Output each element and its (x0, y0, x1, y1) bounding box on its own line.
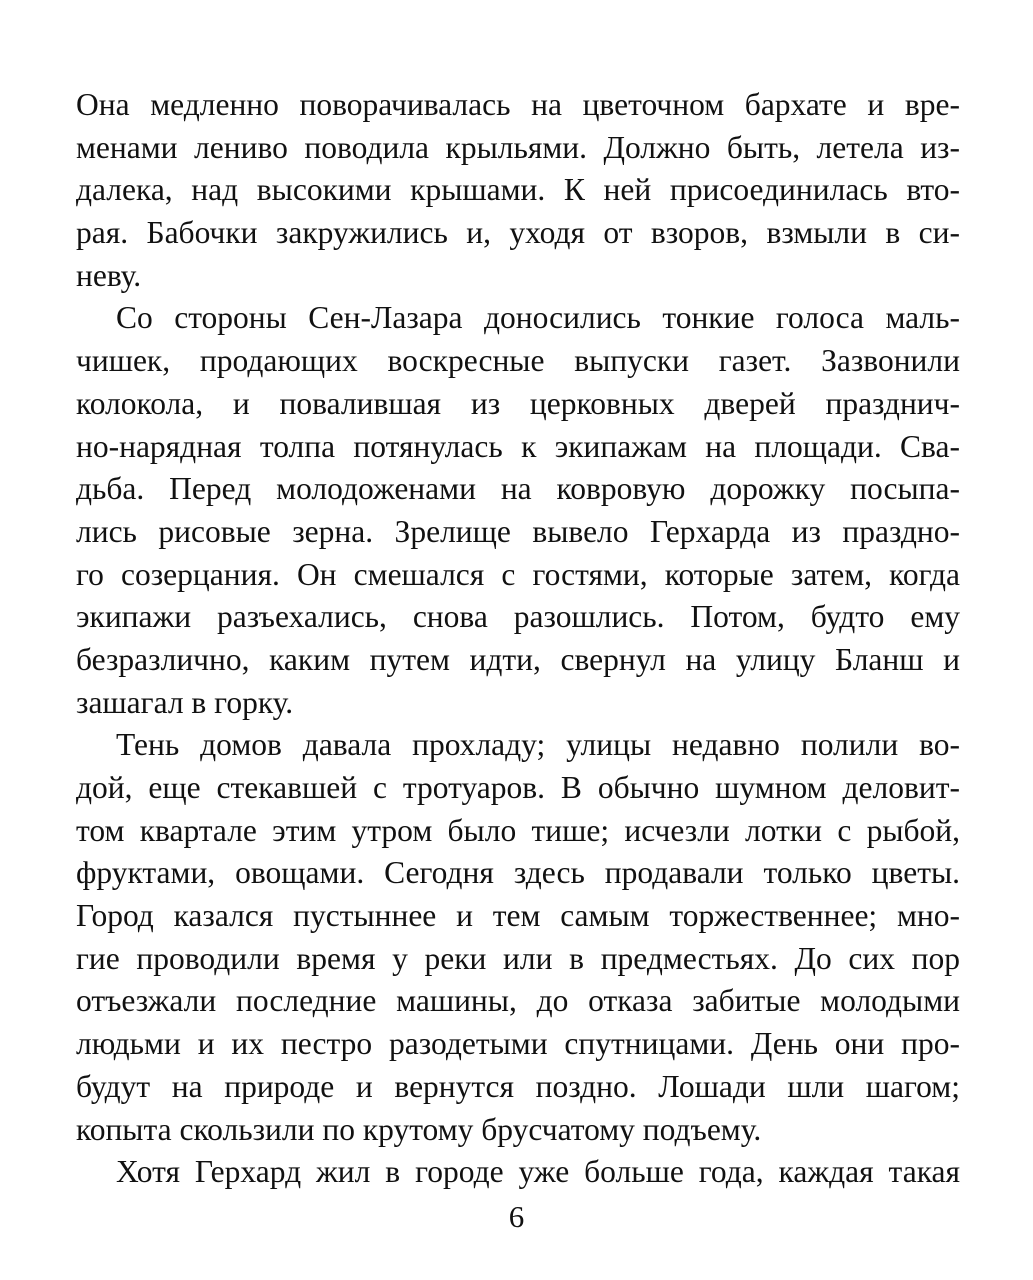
text-line: фруктами, овощами. Сегодня здесь продавали только цветы. (76, 855, 960, 891)
page-number: 6 (508, 1199, 525, 1234)
text-line: гие проводили время у реки или в предместьях. До сих пор (76, 940, 960, 976)
text-line: Хотя Герхард жил в городе уже больше года, каждая такая (116, 1154, 960, 1190)
text-line: колокола, и повалившая из церковных дверей празднич- (76, 385, 960, 421)
text-line: Тень домов давала прохладу; улицы недавно полили во- (116, 727, 960, 763)
text-line: том квартале этим утром было тише; исчезли лотки с рыбой, (76, 812, 960, 848)
paragraph-3 (76, 724, 960, 1151)
paragraph-1 (76, 84, 960, 297)
body-text (76, 84, 960, 1194)
text-line: дьба. Перед молодоженами на ковровую дорожку посыпа- (76, 471, 960, 507)
text-line: будут на природе и вернутся поздно. Лошади шли шагом; (76, 1068, 960, 1104)
text-line: рая. Бабочки закружились и, уходя от взоров, взмыли в си- (76, 215, 960, 251)
text-line: Она медленно поворачивалась на цветочном бархате и вре- (76, 87, 960, 122)
text-line: но-нарядная толпа потянулась к экипажам на площади. Сва- (76, 428, 960, 464)
paragraph-4 (76, 1151, 960, 1194)
text-line: неву. (76, 257, 142, 293)
text-line: безразлично, каким путем идти, свернул на улицу Бланш и (76, 641, 960, 677)
text-line: Со стороны Сен-Лазара доносились тонкие голоса маль- (116, 300, 960, 336)
text-line: го созерцания. Он смешался с гостями, которые затем, когда (76, 556, 960, 592)
text-line: отъезжали последние машины, до отказа забитые молодыми (76, 983, 960, 1019)
text-line: людьми и их пестро разодетыми спутницами. День они про- (76, 1026, 960, 1062)
text-line: зашагал в горку. (76, 684, 294, 720)
text-line: чишек, продающих воскресные выпуски газет. Зазвонили (76, 343, 960, 379)
text-line: лись рисовые зерна. Зрелище вывело Герхарда из праздно- (76, 513, 960, 549)
text-line: далека, над высокими крышами. К ней присоединилась вто- (76, 172, 960, 208)
text-line: экипажи разъехались, снова разошлись. Потом, будто ему (76, 599, 960, 635)
text-line: дой, еще стекавшей с тротуаров. В обычно шумном деловит- (76, 770, 960, 805)
text-line: Город казался пустыннее и тем самым торжественнее; мно- (76, 898, 960, 934)
paragraph-2 (76, 297, 960, 724)
text-line: менами лениво поводила крыльями. Должно быть, летела из- (76, 129, 960, 165)
text-line: копыта скользили по крутому брусчатому подъему. (76, 1111, 762, 1147)
